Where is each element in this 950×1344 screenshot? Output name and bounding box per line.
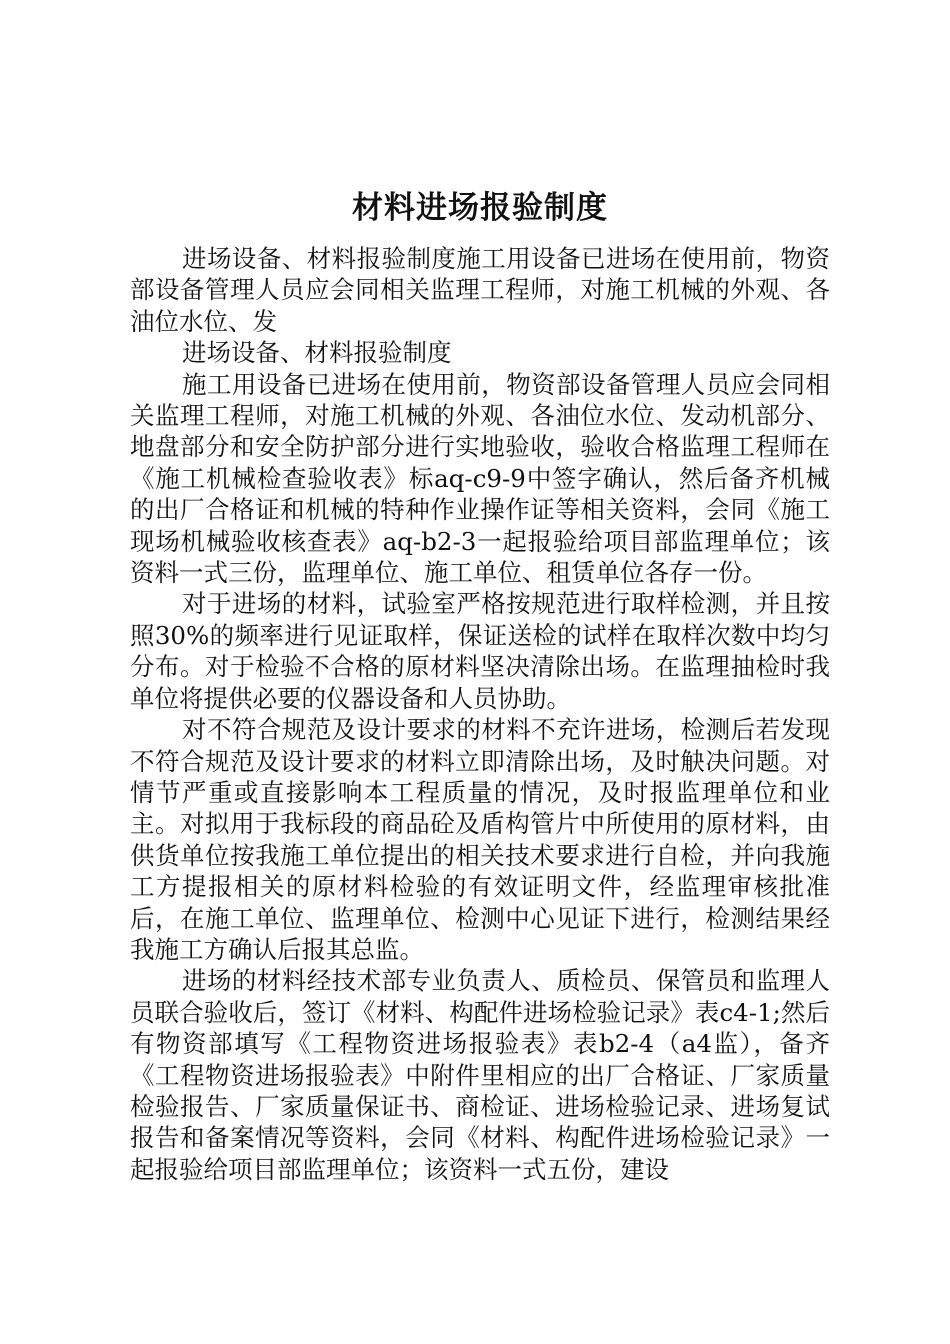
paragraph-nonconforming: 对不符合规范及设计要求的材料不充许进场，检测后若发现不符合规范及设计要求的材料立即清除出场，及时觖决问题。对情节严重或直接影响本工程质量的情况，及时报监理单位和业主。对拟用于我标段的商品砼及盾构管片中所使用的原材料，由供货单位按我施工单位提出的相关技术要求进行自检，并向我施工方提报相关的原材料检验的有效证明文件，经监理审核批准后，在施工单位、监理单位、检测中心见证下进行，检测结果经我施工方确认后报其总监。: [130, 715, 830, 964]
document-title: 材料进场报验制度: [352, 190, 608, 226]
paragraph-equipment: 施工用设备已进场在使用前，物资部设备管理人员应会同相关监理工程师，对施工机械的外观、各油位水位、发动机部分、地盘部分和安全防护部分进行实地验收，验收合格监理工程师在《施工机械检查验收表》标aq-c9-9中签字确认，然后备齐机械的出厂合格证和机械的特种作业操作证等相关资料，会同《施工现场机械验收核查表》aq-b2-3一起报验给项目部监理单位；该资料一式三份，监理单位、施工单位、租赁单位各存一份。: [130, 369, 830, 588]
paragraph-acceptance: 进场的材料经技术部专业负责人、质检员、保管员和监理人员联合验收后，签订《材料、构配件进场检验记录》表c4-1;然后有物资部填写《工程物资进场报验表》表b2-4（a4监），备齐《工程物资进场报验表》中附件里相应的出厂合格证、厂家质量检验报告、厂家质量保证书、商检证、进场检验记录、进场复试报告和备案情况等资料，会同《材料、构配件进场检验记录》一起报验给项目部监理单位；该资料一式五份，建设: [130, 966, 830, 1184]
paragraph-heading-line: 进场设备、材料报验制度: [182, 338, 452, 368]
paragraph-intro: 进场设备、材料报验制度施工用设备已进场在使用前，物资部设备管理人员应会同相关监理工程师，对施工机械的外观、各油位水位、发: [130, 244, 830, 336]
document-page: [130, 183, 830, 1185]
paragraph-sampling: 对于进场的材料，试验室严格按规范进行取样检测，并且按照30%的频率进行见证取样，保证送检的试样在取样次数中均匀分布。对于检验不合格的原材料坚决清除出场。在监理抽检时我单位将提供必要的仪器设备和人员协助。: [130, 589, 830, 713]
